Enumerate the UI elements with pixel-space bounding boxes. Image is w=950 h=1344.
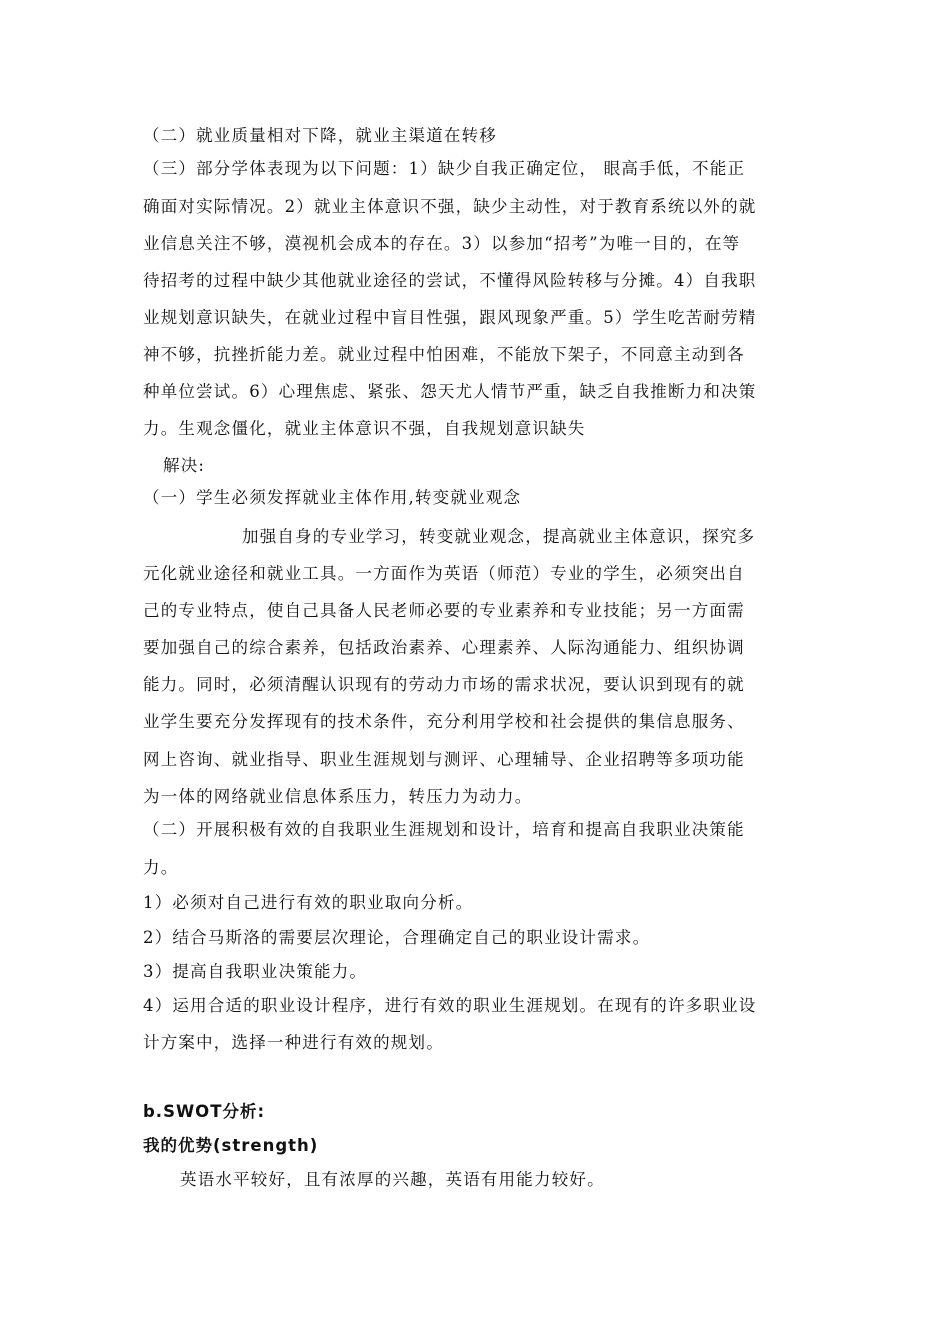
text-line: 3）提高自我职业决策能力。 (143, 962, 368, 981)
text-line: 网上咨询、就业指导、职业生涯规划与测评、心理辅导、企业招聘等多项功能 (143, 750, 745, 769)
text-line: 加强自身的专业学习，转变就业观念，提高就业主体意识，探究多 (242, 527, 756, 546)
text-line: 4）运用合适的职业设计程序，进行有效的职业生涯规划。在现有的许多职业设 (143, 996, 757, 1015)
text-line: 能力。同时，必须清醒认识现有的劳动力市场的需求状况，要认识到现有的就 (143, 675, 745, 694)
text-line: 要加强自己的综合素养，包括政治素养、心理素养、人际沟通能力、组织协调 (143, 638, 745, 657)
section-heading: b.SWOT分析: (143, 1102, 266, 1121)
text-line: 元化就业途径和就业工具。一方面作为英语（师范）专业的学生，必须突出自 (143, 564, 745, 583)
text-line: 神不够，抗挫折能力差。就业过程中怕困难，不能放下架子，不同意主动到各 (143, 345, 745, 364)
text-line: （三）部分学体表现为以下问题：1）缺少自我正确定位， 眼高手低，不能正 (143, 159, 746, 178)
text-line: 己的专业特点，使自己具备人民老师必要的专业素养和专业技能；另一方面需 (143, 601, 745, 620)
text-line: 1）必须对自己进行有效的职业取向分析。 (143, 893, 474, 912)
text-line: 业信息关注不够，漠视机会成本的存在。3）以参加“招考”为唯一目的，在等 (143, 234, 741, 253)
text-line: 确面对实际情况。2）就业主体意识不强，缺少主动性，对于教育系统以外的就 (143, 197, 757, 216)
text-line: 计方案中，选择一种进行有效的规划。 (143, 1033, 444, 1052)
text-line: （二）开展积极有效的自我职业生涯规划和设计，培育和提高自我职业决策能 (143, 820, 745, 839)
text-line: 力。 (143, 858, 179, 877)
text-line: 业规划意识缺失，在就业过程中盲目性强，跟风现象严重。5）学生吃苦耐劳精 (143, 308, 757, 327)
text-line: 英语水平较好，且有浓厚的兴趣，英语有用能力较好。 (180, 1170, 605, 1189)
text-line: 解决: (163, 456, 206, 475)
text-line: 业学生要充分发挥现有的技术条件，充分利用学校和社会提供的集信息服务、 (143, 712, 745, 731)
text-line: 2）结合马斯洛的需要层次理论，合理确定自己的职业设计需求。 (143, 928, 651, 947)
text-line: 为一体的网络就业信息体系压力，转压力为动力。 (143, 787, 533, 806)
section-heading: 我的优势(strength) (143, 1136, 319, 1155)
text-line: （一）学生必须发挥就业主体作用,转变就业观念 (143, 488, 522, 507)
text-line: 力。生观念僵化，就业主体意识不强，自我规划意识缺失 (143, 419, 586, 438)
text-line: 种单位尝试。6）心理焦虑、紧张、怨天尤人情节严重，缺乏自我推断力和决策 (143, 382, 757, 401)
text-line: 待招考的过程中缺少其他就业途径的尝试，不懂得风险转移与分摊。4）自我职 (143, 271, 757, 290)
text-line: （二）就业质量相对下降，就业主渠道在转移 (143, 126, 497, 145)
